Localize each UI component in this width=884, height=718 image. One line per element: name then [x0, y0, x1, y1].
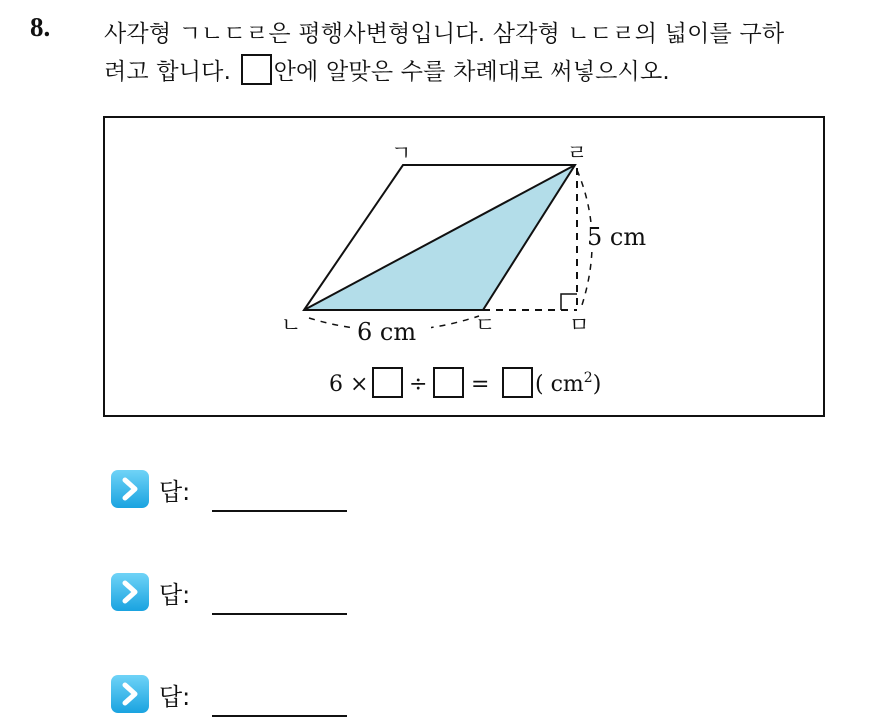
base-length-label: 6 cm	[357, 318, 417, 346]
chevron-right-icon	[111, 573, 149, 611]
vertex-label-n: ㄴ	[281, 313, 302, 337]
figure-panel	[103, 116, 825, 417]
answer-blank-line[interactable]	[212, 613, 347, 615]
formula-unit	[535, 370, 601, 397]
answer-label: 답:	[159, 581, 191, 609]
answer-blank-line[interactable]	[212, 715, 347, 717]
formula-unit-open: ( cm	[535, 372, 584, 397]
vertex-label-l: ㄹ	[567, 141, 588, 165]
chevron-right-icon	[111, 675, 149, 713]
vertex-label-g: ㄱ	[391, 141, 412, 165]
formula-unit-exp: 2	[583, 370, 593, 386]
formula-unit-close: )	[592, 372, 602, 397]
formula-blank-3[interactable]	[503, 368, 532, 397]
question-text-line2-start: 려고 합니다.	[104, 59, 232, 85]
formula-blank-1[interactable]	[373, 368, 402, 397]
formula-blank-2[interactable]	[434, 368, 463, 397]
blank-box-icon	[241, 54, 272, 85]
question-text-line2-end: 안에 알맞은 수를 차례대로 써넣으시오.	[273, 59, 670, 85]
formula-eq-sign: =	[471, 372, 490, 397]
answer-blank-line[interactable]	[212, 510, 347, 512]
vertex-label-d: ㄷ	[475, 313, 496, 337]
chevron-right-icon	[111, 470, 149, 508]
right-angle-mark	[561, 294, 577, 310]
answer-label: 답:	[159, 683, 191, 711]
vertex-label-m: ㅁ	[569, 313, 590, 337]
question-text-line2	[104, 53, 670, 86]
question-number: 8.	[30, 12, 51, 42]
height-length-label: 5 cm	[587, 223, 647, 251]
formula-div-sign: ÷	[409, 372, 428, 397]
parallelogram-diagram	[105, 118, 827, 419]
question-text-line1: 사각형 ㄱㄴㄷㄹ은 평행사변형입니다. 삼각형 ㄴㄷㄹ의 넓이를 구하	[104, 21, 785, 47]
answer-label: 답:	[159, 478, 191, 506]
formula-lead: 6 ×	[329, 372, 369, 397]
